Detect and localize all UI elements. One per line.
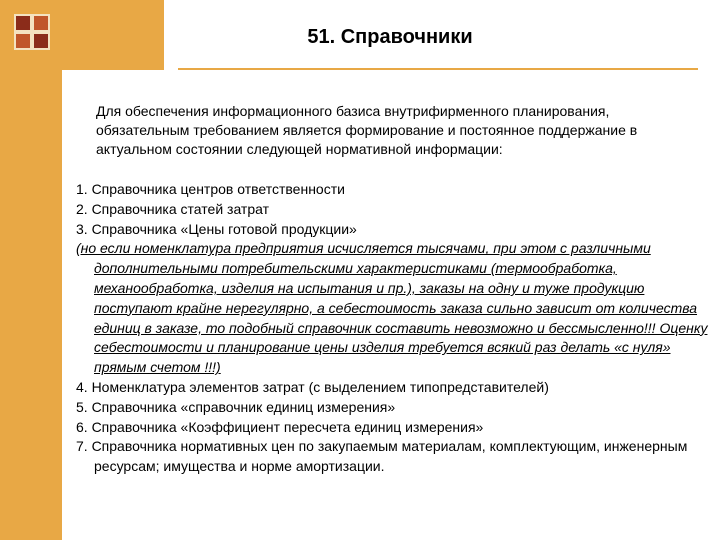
list-item: 7. Справочника нормативных цен по закупаемым материалам, комплектующим, инженерным ресурсам; имущества и норме амортизации. [76,438,688,475]
list-item: 2. Справочника статей затрат [76,200,270,217]
reference-list [76,180,716,477]
page-title: 51. Справочники [307,26,473,48]
title-divider [178,68,698,70]
intro-paragraph: Для обеспечения информационного базиса внутрифирменного планирования, обязательным требованием является формирование и постоянное поддержание в актуальном состоянии следующей нормативной информации: [96,103,638,157]
list-item: 6. Справочника «Коэффициент пересчета единиц измерения» [76,418,484,435]
logo-icon [14,14,50,50]
list-item: 4. Номенклатура элементов затрат (с выделением типопредставителей) [76,378,549,395]
list-item: 5. Справочника «справочник единиц измерения» [76,398,396,415]
list-note: (но если номенклатура предприятия исчисляется тысячами, при этом с различными дополнительными потребительскими характеристиками (термообработка, механообработка, изделия на испытания и пр.), заказы на одну и туже продукцию поступают крайне нерегулярно, а себестоимость заказа сильно зависит от количества единиц в заказе, то подобный справочник составить невозможно и бессмысленно!!! Оценку себестоимости и планирование цены изделия требуется всякий раз делать «с нуля» прямым счетом !!!) [76,240,708,376]
list-item: 3. Справочника «Цены готовой продукции» [76,220,357,237]
header-band [62,0,164,70]
left-sidebar-band [0,0,62,540]
list-item: 1. Справочника центров ответственности [76,181,345,197]
